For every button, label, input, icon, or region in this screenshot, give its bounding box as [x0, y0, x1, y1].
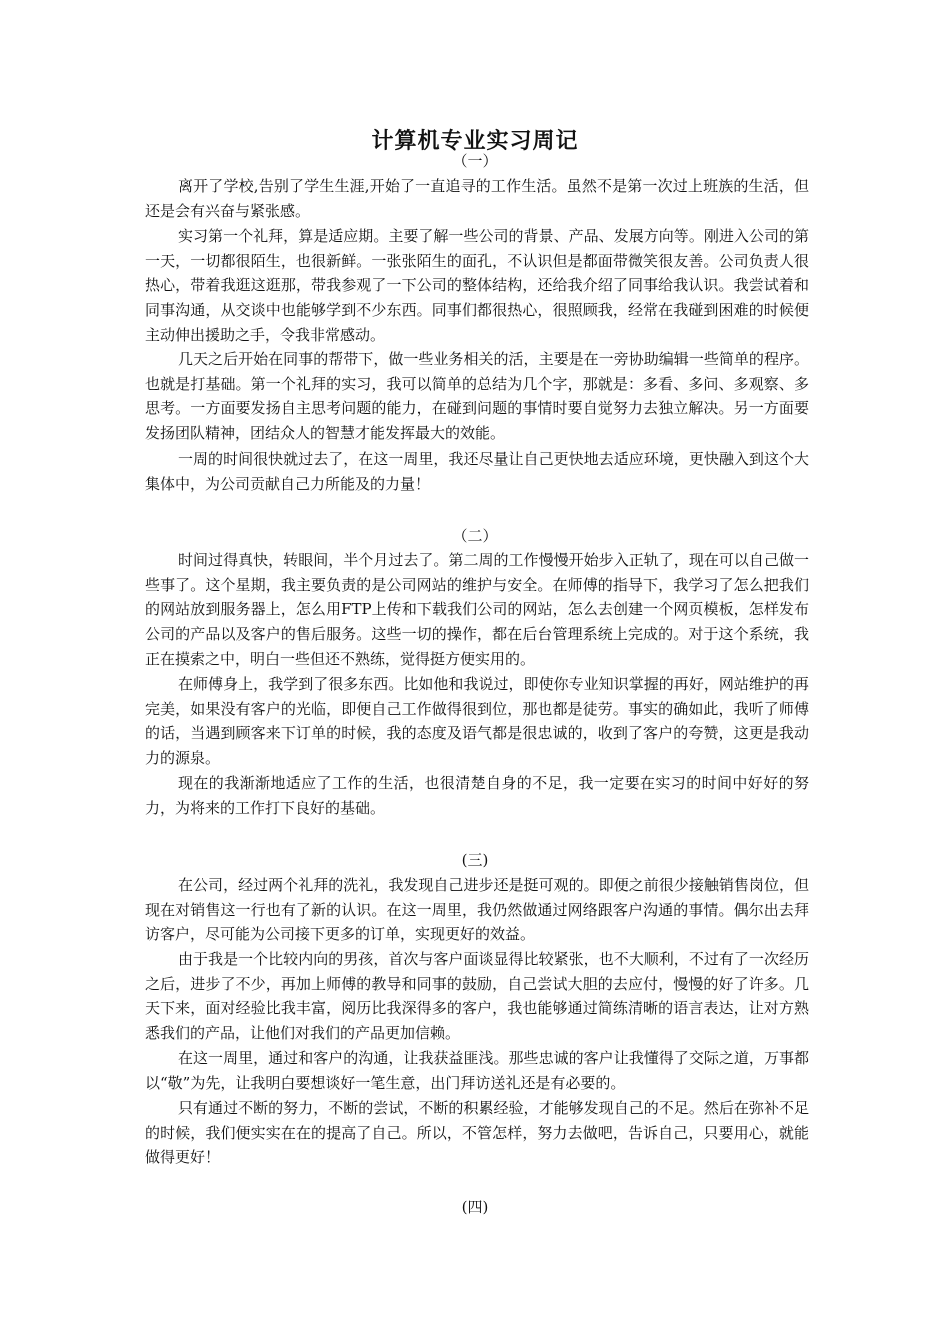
paragraph: 离开了学校,告别了学生生涯,开始了一直追寻的工作生活。虽然不是第一次过上班族的生活，但还是会有兴奋与紧张感。	[145, 177, 809, 220]
section-label-2: （二）	[452, 527, 498, 545]
section-label-3: (三)	[461, 851, 489, 869]
paragraph: 时间过得真快，转眼间，半个月过去了。第二周的工作慢慢开始步入正轨了，现在可以自己做一些事了。这个星期，我主要负责的是公司网站的维护与安全。在师傅的指导下，我学习了怎么把我们的网站放到服务器上，怎么用FTP上传和下载我们公司的网站，怎么去创建一个网页模板，怎样发布公司的产品以及客户的售后服务。这些一切的操作，都在后台管理系统上完成的。对于这个系统，我正在摸索之中，明白一些但还不熟练，觉得挺方便实用的。	[145, 551, 809, 668]
paragraph: 在师傅身上，我学到了很多东西。比如他和我说过，即使你专业知识掌握的再好，网站维护的再完美，如果没有客户的光临，即便自己工作做得很到位，那也都是徒劳。事实的确如此，我听了师傅的话，当遇到顾客来下订单的时候，我的态度及语气都是很忠诚的，收到了客户的夸赞，这更是我动力的源泉。	[145, 675, 809, 768]
paragraph: 现在的我渐渐地适应了工作的生活，也很清楚自身的不足，我一定要在实习的时间中好好的努力，为将来的工作打下良好的基础。	[145, 774, 809, 817]
document-title: 计算机专业实习周记	[371, 128, 579, 154]
section-label-4: (四)	[461, 1198, 489, 1216]
paragraph: 一周的时间很快就过去了，在这一周里，我还尽量让自己更快地去适应环境，更快融入到这个大集体中，为公司贡献自己力所能及的力量！	[145, 450, 809, 493]
paragraph: 在这一周里，通过和客户的沟通，让我获益匪浅。那些忠诚的客户让我懂得了交际之道，万事都以“敬”为先，让我明白要想谈好一笔生意，出门拜访送礼还是有必要的。	[145, 1049, 809, 1092]
section-label-1: （一）	[452, 152, 498, 170]
paragraph: 由于我是一个比较内向的男孩，首次与客户面谈显得比较紧张，也不大顺利，不过有了一次经历之后，进步了不少，再加上师傅的教导和同事的鼓励，自己尝试大胆的去应付，慢慢的好了许多。几天下来，面对经验比我丰富，阅历比我深得多的客户，我也能够通过简练清晰的语言表达，让对方熟悉我们的产品，让他们对我们的产品更加信赖。	[145, 950, 809, 1043]
paragraph: 实习第一个礼拜，算是适应期。主要了解一些公司的背景、产品、发展方向等。刚进入公司的第一天，一切都很陌生，也很新鲜。一张张陌生的面孔，不认识但是都面带微笑很友善。公司负责人很热心，带着我逛这逛那，带我参观了一下公司的整体结构，还给我介绍了同事给我认识。我尝试着和同事沟通，从交谈中也能够学到不少东西。同事们都很热心，很照顾我，经常在我碰到困难的时候便主动伸出援助之手，令我非常感动。	[145, 227, 809, 344]
paragraph: 几天之后开始在同事的帮带下，做一些业务相关的活，主要是在一旁协助编辑一些简单的程序。也就是打基础。第一个礼拜的实习，我可以简单的总结为几个字，那就是：多看、多问、多观察、多思考。一方面要发扬自主思考问题的能力，在碰到问题的事情时要自觉努力去独立解决。另一方面要发扬团队精神，团结众人的智慧才能发挥最大的效能。	[145, 350, 809, 443]
paragraph: 在公司，经过两个礼拜的洗礼，我发现自己进步还是挺可观的。即便之前很少接触销售岗位，但现在对销售这一行也有了新的认识。在这一周里，我仍然做通过网络跟客户沟通的事情。偶尔出去拜访客户，尽可能为公司接下更多的订单，实现更好的效益。	[145, 876, 809, 944]
paragraph: 只有通过不断的努力，不断的尝试，不断的积累经验，才能够发现自己的不足。然后在弥补不足的时候，我们便实实在在的提高了自己。所以，不管怎样，努力去做吧，告诉自己，只要用心，就能做得更好！	[145, 1099, 809, 1167]
